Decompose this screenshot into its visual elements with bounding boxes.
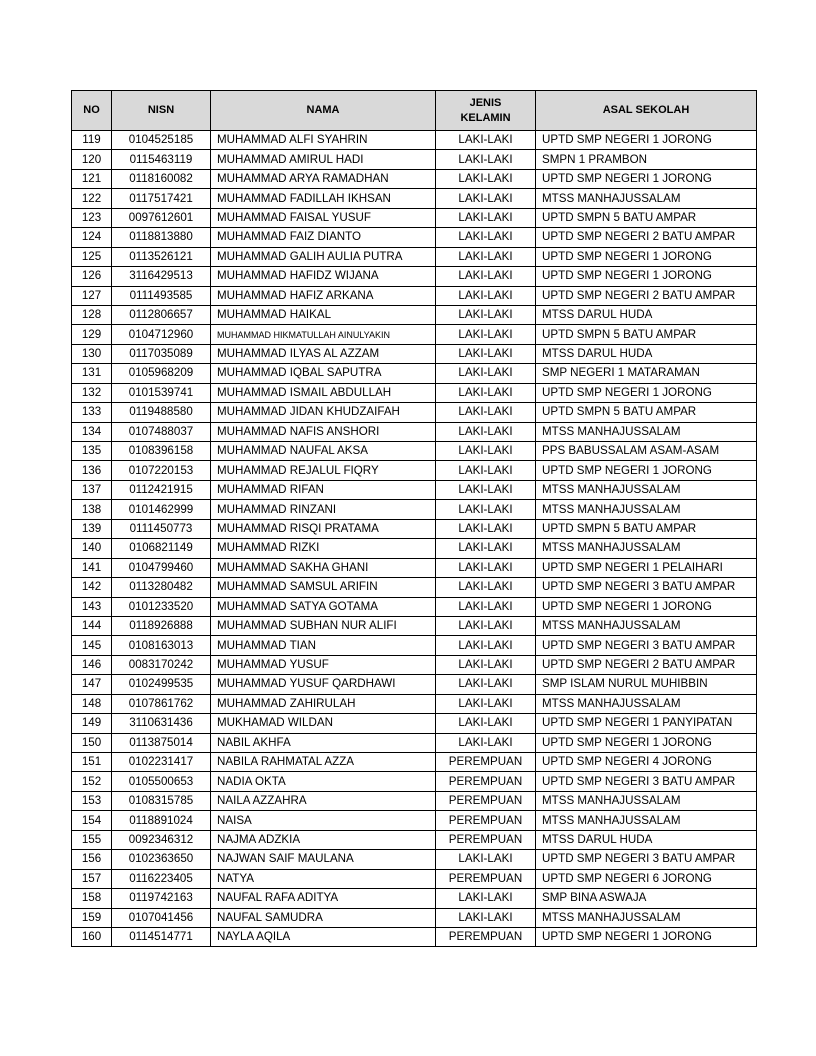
- cell-nama: MUHAMMAD TIAN: [211, 636, 436, 655]
- table-row: [72, 228, 757, 247]
- cell-jenis-kelamin: PEREMPUAN: [436, 830, 536, 849]
- table-body: [72, 131, 757, 947]
- cell-no: 158: [72, 889, 112, 908]
- table-row: [72, 927, 757, 946]
- cell-no: 144: [72, 616, 112, 635]
- cell-jenis-kelamin: PEREMPUAN: [436, 753, 536, 772]
- table-row: [72, 830, 757, 849]
- cell-jenis-kelamin: LAKI-LAKI: [436, 325, 536, 344]
- table-row: [72, 519, 757, 538]
- cell-nisn: 0108315785: [112, 791, 211, 810]
- cell-jenis-kelamin: LAKI-LAKI: [436, 403, 536, 422]
- table-row: [72, 325, 757, 344]
- cell-jenis-kelamin: LAKI-LAKI: [436, 675, 536, 694]
- cell-no: 156: [72, 850, 112, 869]
- table-row: [72, 364, 757, 383]
- cell-asal-sekolah: MTSS MANHAJUSSALAM: [536, 422, 757, 441]
- header-jenis-line1: JENIS: [469, 96, 502, 109]
- cell-jenis-kelamin: LAKI-LAKI: [436, 850, 536, 869]
- table-row: [72, 169, 757, 188]
- cell-nisn: 0107488037: [112, 422, 211, 441]
- cell-asal-sekolah: UPTD SMP NEGERI 2 BATU AMPAR: [536, 655, 757, 674]
- cell-nama: MUHAMMAD RIFAN: [211, 480, 436, 499]
- cell-asal-sekolah: UPTD SMP NEGERI 2 BATU AMPAR: [536, 228, 757, 247]
- cell-jenis-kelamin: LAKI-LAKI: [436, 364, 536, 383]
- cell-asal-sekolah: MTSS MANHAJUSSALAM: [536, 811, 757, 830]
- cell-asal-sekolah: UPTD SMP NEGERI 1 JORONG: [536, 169, 757, 188]
- cell-jenis-kelamin: LAKI-LAKI: [436, 305, 536, 324]
- cell-no: 151: [72, 753, 112, 772]
- cell-nisn: 0092346312: [112, 830, 211, 849]
- cell-nama: MUHAMMAD FAISAL YUSUF: [211, 208, 436, 227]
- table-row: [72, 403, 757, 422]
- cell-nama: MUKHAMAD WILDAN: [211, 714, 436, 733]
- cell-nama: NAJWAN SAIF MAULANA: [211, 850, 436, 869]
- cell-asal-sekolah: UPTD SMP NEGERI 1 JORONG: [536, 247, 757, 266]
- cell-nama: MUHAMMAD IQBAL SAPUTRA: [211, 364, 436, 383]
- table-row: [72, 539, 757, 558]
- cell-no: 160: [72, 927, 112, 946]
- cell-jenis-kelamin: LAKI-LAKI: [436, 636, 536, 655]
- cell-jenis-kelamin: LAKI-LAKI: [436, 500, 536, 519]
- table-header: [72, 91, 757, 131]
- cell-nisn: 0111450773: [112, 519, 211, 538]
- table-row: [72, 675, 757, 694]
- cell-asal-sekolah: UPTD SMP NEGERI 1 JORONG: [536, 461, 757, 480]
- cell-nisn: 0113280482: [112, 578, 211, 597]
- cell-no: 153: [72, 791, 112, 810]
- cell-no: 129: [72, 325, 112, 344]
- cell-no: 147: [72, 675, 112, 694]
- cell-nama: MUHAMMAD HAFIDZ WIJANA: [211, 267, 436, 286]
- cell-no: 142: [72, 578, 112, 597]
- cell-nama: MUHAMMAD ARYA RAMADHAN: [211, 169, 436, 188]
- cell-no: 134: [72, 422, 112, 441]
- cell-jenis-kelamin: LAKI-LAKI: [436, 131, 536, 150]
- cell-no: 126: [72, 267, 112, 286]
- cell-nama: MUHAMMAD GALIH AULIA PUTRA: [211, 247, 436, 266]
- cell-asal-sekolah: UPTD SMP NEGERI 1 JORONG: [536, 267, 757, 286]
- cell-nama: MUHAMMAD NAUFAL AKSA: [211, 442, 436, 461]
- cell-asal-sekolah: SMP NEGERI 1 MATARAMAN: [536, 364, 757, 383]
- table-row: [72, 597, 757, 616]
- table-row: [72, 442, 757, 461]
- cell-jenis-kelamin: LAKI-LAKI: [436, 150, 536, 169]
- cell-nama: MUHAMMAD YUSUF QARDHAWI: [211, 675, 436, 694]
- cell-jenis-kelamin: LAKI-LAKI: [436, 539, 536, 558]
- cell-nama: NAUFAL RAFA ADITYA: [211, 889, 436, 908]
- cell-nama: MUHAMMAD YUSUF: [211, 655, 436, 674]
- cell-nisn: 0118813880: [112, 228, 211, 247]
- cell-no: 125: [72, 247, 112, 266]
- table-row: [72, 558, 757, 577]
- cell-jenis-kelamin: LAKI-LAKI: [436, 383, 536, 402]
- cell-nama: NAUFAL SAMUDRA: [211, 908, 436, 927]
- cell-nama: NABILA RAHMATAL AZZA: [211, 753, 436, 772]
- cell-nisn: 0117517421: [112, 189, 211, 208]
- cell-no: 127: [72, 286, 112, 305]
- cell-asal-sekolah: UPTD SMP NEGERI 1 JORONG: [536, 597, 757, 616]
- cell-nisn: 0104712960: [112, 325, 211, 344]
- cell-asal-sekolah: PPS BABUSSALAM ASAM-ASAM: [536, 442, 757, 461]
- cell-asal-sekolah: UPTD SMPN 5 BATU AMPAR: [536, 208, 757, 227]
- table-row: [72, 344, 757, 363]
- cell-jenis-kelamin: LAKI-LAKI: [436, 655, 536, 674]
- cell-nama: MUHAMMAD SUBHAN NUR ALIFI: [211, 616, 436, 635]
- cell-asal-sekolah: UPTD SMP NEGERI 3 BATU AMPAR: [536, 850, 757, 869]
- cell-no: 132: [72, 383, 112, 402]
- cell-jenis-kelamin: LAKI-LAKI: [436, 267, 536, 286]
- cell-no: 157: [72, 869, 112, 888]
- cell-no: 146: [72, 655, 112, 674]
- cell-asal-sekolah: UPTD SMP NEGERI 1 PELAIHARI: [536, 558, 757, 577]
- table-row: [72, 247, 757, 266]
- table-row: [72, 500, 757, 519]
- cell-asal-sekolah: SMPN 1 PRAMBON: [536, 150, 757, 169]
- table-row: [72, 383, 757, 402]
- cell-nama: NAJMA ADZKIA: [211, 830, 436, 849]
- table-row: [72, 578, 757, 597]
- cell-jenis-kelamin: LAKI-LAKI: [436, 616, 536, 635]
- cell-asal-sekolah: UPTD SMP NEGERI 1 JORONG: [536, 733, 757, 752]
- cell-asal-sekolah: MTSS MANHAJUSSALAM: [536, 500, 757, 519]
- cell-asal-sekolah: UPTD SMP NEGERI 3 BATU AMPAR: [536, 772, 757, 791]
- cell-nisn: 0108163013: [112, 636, 211, 655]
- cell-nama: MUHAMMAD ALFI SYAHRIN: [211, 131, 436, 150]
- cell-nama: MUHAMMAD FAIZ DIANTO: [211, 228, 436, 247]
- cell-no: 120: [72, 150, 112, 169]
- cell-no: 155: [72, 830, 112, 849]
- cell-jenis-kelamin: PEREMPUAN: [436, 811, 536, 830]
- cell-asal-sekolah: UPTD SMP NEGERI 6 JORONG: [536, 869, 757, 888]
- cell-no: 122: [72, 189, 112, 208]
- cell-nama: NAISA: [211, 811, 436, 830]
- cell-nisn: 0101539741: [112, 383, 211, 402]
- table-row: [72, 714, 757, 733]
- cell-no: 137: [72, 480, 112, 499]
- table-row: [72, 480, 757, 499]
- cell-asal-sekolah: MTSS DARUL HUDA: [536, 344, 757, 363]
- cell-no: 131: [72, 364, 112, 383]
- table-row: [72, 908, 757, 927]
- cell-asal-sekolah: UPTD SMP NEGERI 1 PANYIPATAN: [536, 714, 757, 733]
- cell-asal-sekolah: MTSS MANHAJUSSALAM: [536, 480, 757, 499]
- cell-nisn: 3116429513: [112, 267, 211, 286]
- cell-jenis-kelamin: LAKI-LAKI: [436, 519, 536, 538]
- cell-nisn: 0119488580: [112, 403, 211, 422]
- cell-nisn: 0114514771: [112, 927, 211, 946]
- cell-nisn: 0102363650: [112, 850, 211, 869]
- cell-no: 123: [72, 208, 112, 227]
- cell-asal-sekolah: UPTD SMP NEGERI 1 JORONG: [536, 383, 757, 402]
- table-row: [72, 811, 757, 830]
- table-row: [72, 189, 757, 208]
- cell-nisn: 0115463119: [112, 150, 211, 169]
- cell-no: 139: [72, 519, 112, 538]
- cell-nisn: 0097612601: [112, 208, 211, 227]
- cell-nama: MUHAMMAD ILYAS AL AZZAM: [211, 344, 436, 363]
- cell-jenis-kelamin: LAKI-LAKI: [436, 597, 536, 616]
- cell-jenis-kelamin: LAKI-LAKI: [436, 461, 536, 480]
- cell-nama: MUHAMMAD AMIRUL HADI: [211, 150, 436, 169]
- cell-asal-sekolah: UPTD SMPN 5 BATU AMPAR: [536, 403, 757, 422]
- cell-asal-sekolah: MTSS DARUL HUDA: [536, 305, 757, 324]
- cell-nama: MUHAMMAD HAIKAL: [211, 305, 436, 324]
- table-row: [72, 791, 757, 810]
- cell-asal-sekolah: UPTD SMP NEGERI 3 BATU AMPAR: [536, 578, 757, 597]
- table-row: [72, 753, 757, 772]
- cell-jenis-kelamin: LAKI-LAKI: [436, 228, 536, 247]
- cell-nisn: 0116223405: [112, 869, 211, 888]
- cell-nama: MUHAMMAD JIDAN KHUDZAIFAH: [211, 403, 436, 422]
- cell-no: 136: [72, 461, 112, 480]
- cell-jenis-kelamin: PEREMPUAN: [436, 869, 536, 888]
- table-row: [72, 889, 757, 908]
- table-row: [72, 150, 757, 169]
- cell-jenis-kelamin: LAKI-LAKI: [436, 286, 536, 305]
- cell-nisn: 0102499535: [112, 675, 211, 694]
- cell-no: 150: [72, 733, 112, 752]
- cell-asal-sekolah: UPTD SMP NEGERI 1 JORONG: [536, 131, 757, 150]
- cell-no: 128: [72, 305, 112, 324]
- header-row: [72, 91, 757, 131]
- cell-asal-sekolah: UPTD SMP NEGERI 1 JORONG: [536, 927, 757, 946]
- cell-nisn: 0104799460: [112, 558, 211, 577]
- cell-nama: MUHAMMAD REJALUL FIQRY: [211, 461, 436, 480]
- table-row: [72, 772, 757, 791]
- student-table: [71, 90, 757, 947]
- cell-no: 145: [72, 636, 112, 655]
- cell-nama: MUHAMMAD NAFIS ANSHORI: [211, 422, 436, 441]
- cell-nama: MUHAMMAD RINZANI: [211, 500, 436, 519]
- cell-nama: MUHAMMAD SAKHA GHANI: [211, 558, 436, 577]
- cell-jenis-kelamin: LAKI-LAKI: [436, 694, 536, 713]
- cell-nisn: 0118926888: [112, 616, 211, 635]
- cell-no: 149: [72, 714, 112, 733]
- table-row: [72, 305, 757, 324]
- cell-nisn: 0111493585: [112, 286, 211, 305]
- header-jenis-line2: KELAMIN: [460, 111, 511, 124]
- header-no: NO: [72, 91, 112, 131]
- cell-no: 154: [72, 811, 112, 830]
- cell-jenis-kelamin: LAKI-LAKI: [436, 714, 536, 733]
- cell-jenis-kelamin: LAKI-LAKI: [436, 558, 536, 577]
- cell-asal-sekolah: MTSS MANHAJUSSALAM: [536, 694, 757, 713]
- cell-nisn: 0107861762: [112, 694, 211, 713]
- cell-nisn: 0083170242: [112, 655, 211, 674]
- cell-asal-sekolah: SMP BINA ASWAJA: [536, 889, 757, 908]
- cell-nisn: 0106821149: [112, 539, 211, 558]
- cell-nama: MUHAMMAD FADILLAH IKHSAN: [211, 189, 436, 208]
- cell-no: 135: [72, 442, 112, 461]
- cell-nisn: 0108396158: [112, 442, 211, 461]
- cell-nama: NAILA AZZAHRA: [211, 791, 436, 810]
- cell-asal-sekolah: MTSS DARUL HUDA: [536, 830, 757, 849]
- cell-jenis-kelamin: LAKI-LAKI: [436, 344, 536, 363]
- cell-nisn: 0117035089: [112, 344, 211, 363]
- cell-nama: NABIL AKHFA: [211, 733, 436, 752]
- cell-nama: MUHAMMAD RISQI PRATAMA: [211, 519, 436, 538]
- table-row: [72, 869, 757, 888]
- cell-nisn: 0112421915: [112, 480, 211, 499]
- cell-nisn: 0101233520: [112, 597, 211, 616]
- cell-nisn: 0113526121: [112, 247, 211, 266]
- cell-jenis-kelamin: LAKI-LAKI: [436, 208, 536, 227]
- cell-nisn: 0107220153: [112, 461, 211, 480]
- cell-nama: MUHAMMAD HAFIZ ARKANA: [211, 286, 436, 305]
- cell-nama: NATYA: [211, 869, 436, 888]
- cell-asal-sekolah: MTSS MANHAJUSSALAM: [536, 616, 757, 635]
- cell-no: 159: [72, 908, 112, 927]
- cell-no: 140: [72, 539, 112, 558]
- cell-no: 130: [72, 344, 112, 363]
- cell-nisn: 0107041456: [112, 908, 211, 927]
- cell-nisn: 3110631436: [112, 714, 211, 733]
- cell-nama: MUHAMMAD RIZKI: [211, 539, 436, 558]
- cell-nama: MUHAMMAD ZAHIRULAH: [211, 694, 436, 713]
- cell-no: 148: [72, 694, 112, 713]
- cell-nama: NAYLA AQILA: [211, 927, 436, 946]
- cell-nisn: 0113875014: [112, 733, 211, 752]
- cell-jenis-kelamin: PEREMPUAN: [436, 772, 536, 791]
- header-jenis-kelamin: [436, 91, 536, 131]
- table-row: [72, 636, 757, 655]
- cell-no: 152: [72, 772, 112, 791]
- cell-no: 121: [72, 169, 112, 188]
- cell-jenis-kelamin: LAKI-LAKI: [436, 889, 536, 908]
- table-row: [72, 131, 757, 150]
- cell-jenis-kelamin: LAKI-LAKI: [436, 733, 536, 752]
- cell-nisn: 0118160082: [112, 169, 211, 188]
- table-row: [72, 286, 757, 305]
- cell-nisn: 0105500653: [112, 772, 211, 791]
- cell-nisn: 0101462999: [112, 500, 211, 519]
- cell-jenis-kelamin: LAKI-LAKI: [436, 578, 536, 597]
- cell-asal-sekolah: UPTD SMPN 5 BATU AMPAR: [536, 325, 757, 344]
- cell-asal-sekolah: MTSS MANHAJUSSALAM: [536, 908, 757, 927]
- cell-nama: NADIA OKTA: [211, 772, 436, 791]
- table-row: [72, 267, 757, 286]
- cell-nisn: 0118891024: [112, 811, 211, 830]
- table-row: [72, 655, 757, 674]
- table-row: [72, 422, 757, 441]
- cell-asal-sekolah: UPTD SMP NEGERI 2 BATU AMPAR: [536, 286, 757, 305]
- table-row: [72, 694, 757, 713]
- cell-nama: MUHAMMAD SAMSUL ARIFIN: [211, 578, 436, 597]
- cell-jenis-kelamin: LAKI-LAKI: [436, 169, 536, 188]
- table-row: [72, 850, 757, 869]
- cell-jenis-kelamin: LAKI-LAKI: [436, 422, 536, 441]
- cell-asal-sekolah: UPTD SMPN 5 BATU AMPAR: [536, 519, 757, 538]
- header-nama: NAMA: [211, 91, 436, 131]
- cell-no: 138: [72, 500, 112, 519]
- cell-asal-sekolah: MTSS MANHAJUSSALAM: [536, 189, 757, 208]
- cell-jenis-kelamin: LAKI-LAKI: [436, 480, 536, 499]
- cell-asal-sekolah: UPTD SMP NEGERI 3 BATU AMPAR: [536, 636, 757, 655]
- cell-nisn: 0102231417: [112, 753, 211, 772]
- cell-jenis-kelamin: PEREMPUAN: [436, 791, 536, 810]
- cell-no: 141: [72, 558, 112, 577]
- cell-asal-sekolah: MTSS MANHAJUSSALAM: [536, 539, 757, 558]
- table-row: [72, 461, 757, 480]
- cell-nisn: 0105968209: [112, 364, 211, 383]
- header-asal-sekolah: ASAL SEKOLAH: [536, 91, 757, 131]
- cell-asal-sekolah: MTSS MANHAJUSSALAM: [536, 791, 757, 810]
- cell-jenis-kelamin: LAKI-LAKI: [436, 908, 536, 927]
- cell-no: 124: [72, 228, 112, 247]
- cell-no: 143: [72, 597, 112, 616]
- cell-nisn: 0119742163: [112, 889, 211, 908]
- cell-jenis-kelamin: LAKI-LAKI: [436, 189, 536, 208]
- table-row: [72, 733, 757, 752]
- cell-nama: MUHAMMAD HIKMATULLAH AINULYAKIN: [211, 325, 436, 344]
- cell-nisn: 0112806657: [112, 305, 211, 324]
- cell-nama: MUHAMMAD ISMAIL ABDULLAH: [211, 383, 436, 402]
- cell-no: 133: [72, 403, 112, 422]
- table-row: [72, 616, 757, 635]
- table-row: [72, 208, 757, 227]
- cell-no: 119: [72, 131, 112, 150]
- cell-jenis-kelamin: PEREMPUAN: [436, 927, 536, 946]
- header-nisn: NISN: [112, 91, 211, 131]
- cell-asal-sekolah: SMP ISLAM NURUL MUHIBBIN: [536, 675, 757, 694]
- cell-jenis-kelamin: LAKI-LAKI: [436, 442, 536, 461]
- cell-asal-sekolah: UPTD SMP NEGERI 4 JORONG: [536, 753, 757, 772]
- cell-jenis-kelamin: LAKI-LAKI: [436, 247, 536, 266]
- cell-nama: MUHAMMAD SATYA GOTAMA: [211, 597, 436, 616]
- cell-nisn: 0104525185: [112, 131, 211, 150]
